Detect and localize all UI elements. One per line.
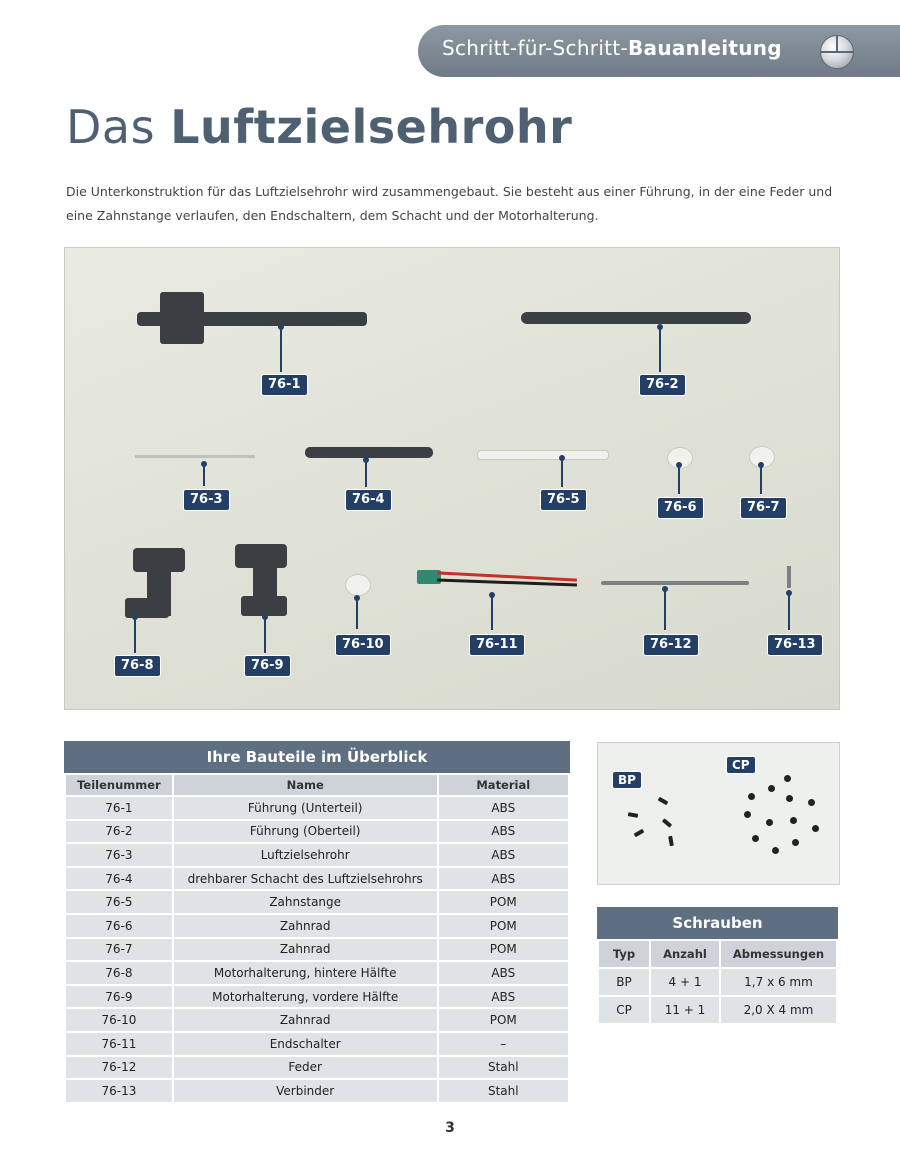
cell: Führung (Unterteil) bbox=[174, 797, 437, 819]
cell: ABS bbox=[439, 986, 568, 1008]
cell: Feder bbox=[174, 1057, 437, 1079]
header-cell: Material bbox=[439, 775, 568, 795]
cell: 76-4 bbox=[66, 868, 172, 890]
part-76-12-image bbox=[601, 581, 749, 585]
cell: Endschalter bbox=[174, 1033, 437, 1055]
cell: 1,7 x 6 mm bbox=[721, 969, 836, 995]
cell: 76-9 bbox=[66, 986, 172, 1008]
cell: ABS bbox=[439, 821, 568, 843]
table-row bbox=[66, 844, 568, 866]
part-label: 76-1 bbox=[261, 374, 308, 396]
cell: 76-1 bbox=[66, 797, 172, 819]
table-row bbox=[66, 962, 568, 984]
part-label: 76-5 bbox=[540, 489, 587, 511]
part-label: 76-3 bbox=[183, 489, 230, 511]
part-label: 76-2 bbox=[639, 374, 686, 396]
cell: drehbarer Schacht des Luftzielsehrohrs bbox=[174, 868, 437, 890]
table-header-row bbox=[599, 941, 836, 967]
part-76-13-image bbox=[787, 566, 791, 588]
cell: Luftzielsehrohr bbox=[174, 844, 437, 866]
screw-icon bbox=[792, 839, 799, 846]
header-cell: Anzahl bbox=[651, 941, 719, 967]
screw-icon bbox=[768, 785, 775, 792]
screws-photo bbox=[597, 742, 840, 885]
cell: 4 + 1 bbox=[651, 969, 719, 995]
parts-photo bbox=[64, 247, 840, 710]
cell: Führung (Oberteil) bbox=[174, 821, 437, 843]
part-76-4-image bbox=[305, 447, 433, 458]
header-cell: Teilenummer bbox=[66, 775, 172, 795]
table-row bbox=[599, 997, 836, 1023]
cell: Zahnstange bbox=[174, 891, 437, 913]
screw-label-bp: BP bbox=[612, 771, 642, 789]
cell: POM bbox=[439, 915, 568, 937]
cell: 76-2 bbox=[66, 821, 172, 843]
cell: 76-10 bbox=[66, 1009, 172, 1031]
table-row bbox=[66, 1057, 568, 1079]
header-cell: Abmessungen bbox=[721, 941, 836, 967]
part-label: 76-7 bbox=[740, 497, 787, 519]
cell: POM bbox=[439, 939, 568, 961]
cell: 2,0 X 4 mm bbox=[721, 997, 836, 1023]
table-row bbox=[66, 797, 568, 819]
screw-icon bbox=[634, 829, 645, 837]
part-label: 76-9 bbox=[244, 655, 291, 677]
screw-icon bbox=[786, 795, 793, 802]
cell: POM bbox=[439, 891, 568, 913]
table-row bbox=[66, 939, 568, 961]
cell: Stahl bbox=[439, 1080, 568, 1102]
parts-table bbox=[64, 741, 570, 1104]
cell: 76-3 bbox=[66, 844, 172, 866]
globe-icon bbox=[820, 35, 854, 69]
cell: Verbinder bbox=[174, 1080, 437, 1102]
part-label: 76-6 bbox=[657, 497, 704, 519]
cell: BP bbox=[599, 969, 649, 995]
screw-icon bbox=[812, 825, 819, 832]
screw-icon bbox=[752, 835, 759, 842]
screw-label-cp: CP bbox=[726, 756, 756, 774]
table-row bbox=[66, 868, 568, 890]
cell: 11 + 1 bbox=[651, 997, 719, 1023]
header-cell: Typ bbox=[599, 941, 649, 967]
cell: Motorhalterung, hintere Hälfte bbox=[174, 962, 437, 984]
screw-icon bbox=[766, 819, 773, 826]
cell: Stahl bbox=[439, 1057, 568, 1079]
cell: CP bbox=[599, 997, 649, 1023]
part-76-3-image bbox=[135, 455, 255, 458]
table-row bbox=[66, 891, 568, 913]
table-header-row bbox=[66, 775, 568, 795]
part-label: 76-10 bbox=[335, 634, 391, 656]
part-label: 76-13 bbox=[767, 634, 823, 656]
part-76-9-base-image bbox=[241, 596, 287, 616]
cell: Motorhalterung, vordere Hälfte bbox=[174, 986, 437, 1008]
cell: ABS bbox=[439, 844, 568, 866]
cell: 76-8 bbox=[66, 962, 172, 984]
cell: ABS bbox=[439, 962, 568, 984]
screw-icon bbox=[790, 817, 797, 824]
table-row bbox=[66, 821, 568, 843]
table-row bbox=[599, 969, 836, 995]
cell: 76-13 bbox=[66, 1080, 172, 1102]
screw-icon bbox=[668, 836, 674, 847]
cell: 76-6 bbox=[66, 915, 172, 937]
cell: POM bbox=[439, 1009, 568, 1031]
parts-table-title: Ihre Bauteile im Überblick bbox=[64, 741, 570, 773]
cell: 76-11 bbox=[66, 1033, 172, 1055]
header-title: Schritt-für-Schritt-Bauanleitung bbox=[442, 36, 782, 60]
part-76-10-image bbox=[345, 574, 371, 596]
table-row bbox=[66, 1009, 568, 1031]
screw-icon bbox=[744, 811, 751, 818]
screws-table-title: Schrauben bbox=[597, 907, 838, 939]
screw-icon bbox=[662, 818, 672, 827]
part-label: 76-12 bbox=[643, 634, 699, 656]
table-row bbox=[66, 1033, 568, 1055]
cell: 76-7 bbox=[66, 939, 172, 961]
page-title: Das Luftzielsehrohr bbox=[66, 100, 573, 154]
screw-icon bbox=[772, 847, 779, 854]
cell: 76-12 bbox=[66, 1057, 172, 1079]
cell: Zahnrad bbox=[174, 1009, 437, 1031]
part-label: 76-8 bbox=[114, 655, 161, 677]
header-banner bbox=[418, 25, 900, 77]
page-number: 3 bbox=[445, 1120, 455, 1136]
table-row bbox=[66, 915, 568, 937]
table-row bbox=[66, 1080, 568, 1102]
part-label: 76-11 bbox=[469, 634, 525, 656]
part-76-1-bracket-image bbox=[160, 292, 204, 344]
screw-icon bbox=[748, 793, 755, 800]
cell: 76-5 bbox=[66, 891, 172, 913]
part-76-2-image bbox=[521, 312, 751, 324]
cell: ABS bbox=[439, 868, 568, 890]
table-row bbox=[66, 986, 568, 1008]
cell: Zahnrad bbox=[174, 915, 437, 937]
screw-icon bbox=[658, 797, 669, 805]
cell: Zahnrad bbox=[174, 939, 437, 961]
screw-icon bbox=[808, 799, 815, 806]
intro-text: Die Unterkonstruktion für das Luftzielsehrohr wird zusammengebaut. Sie besteht aus einer Führung, in der eine Feder und eine Zahnstange verlaufen, den Endschaltern, dem Schacht und der Motorhalterung. bbox=[66, 184, 833, 223]
part-76-5-image bbox=[477, 450, 609, 460]
cell: – bbox=[439, 1033, 568, 1055]
header-cell: Name bbox=[174, 775, 437, 795]
screw-icon bbox=[784, 775, 791, 782]
screws-table bbox=[597, 907, 838, 1025]
screw-icon bbox=[628, 812, 639, 818]
cell: ABS bbox=[439, 797, 568, 819]
part-label: 76-4 bbox=[345, 489, 392, 511]
